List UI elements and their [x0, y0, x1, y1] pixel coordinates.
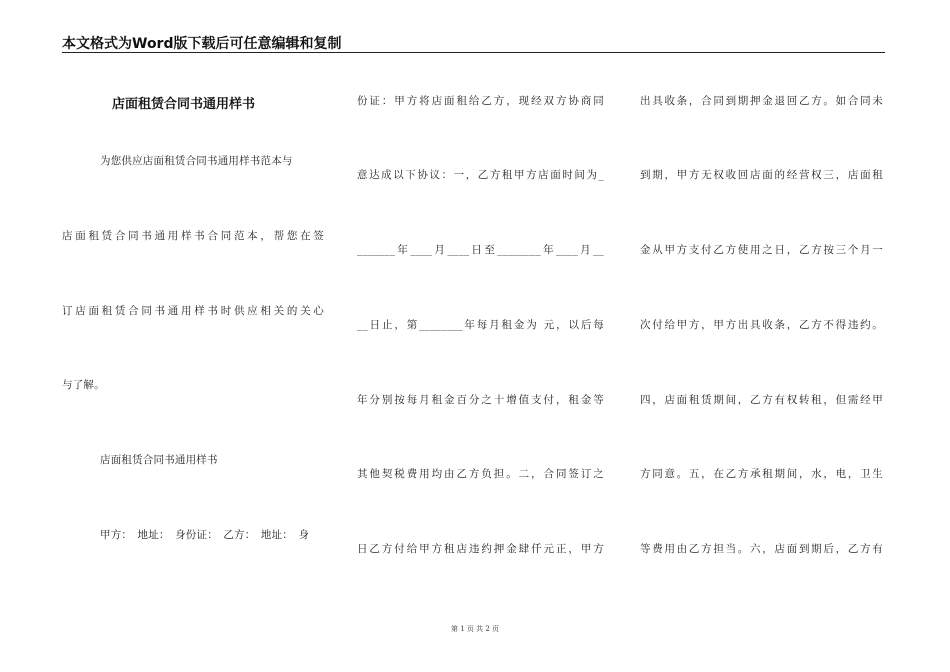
document-header: 本文格式为Word版下载后可任意编辑和复制	[62, 36, 342, 52]
document-title: 店面租赁合同书通用样书	[112, 97, 256, 112]
col2-line-3: _______年____月____日至________年____月__	[357, 244, 604, 256]
col2-line-2: 意达成以下协议：一，乙方租甲方店面时间为_	[357, 169, 604, 181]
col3-line-5: 四，店面租赁期间，乙方有权转租，但需经甲	[640, 394, 883, 406]
col2-line-6: 其他契税费用均由乙方负担。二，合同签订之	[357, 468, 604, 480]
col1-line-3: 订店面租赁合同书通用样书时供应相关的关心	[62, 305, 324, 317]
col2-line-5: 年分别按每月租金百分之十增值支付，租金等	[357, 394, 604, 406]
col1-line-2: 店面租赁合同书通用样书合同范本，帮您在签	[62, 230, 324, 242]
col1-line-1: 为您供应店面租赁合同书通用样书范本与	[100, 155, 293, 167]
col2-line-7: 日乙方付给甲方租店违约押金肆仟元正，甲方	[357, 543, 604, 555]
col3-line-2: 到期，甲方无权收回店面的经营权三，店面租	[640, 169, 883, 181]
col3-line-7: 等费用由乙方担当。六，店面到期后，乙方有	[640, 543, 883, 555]
col3-line-1: 出具收条，合同到期押金退回乙方。如合同未	[640, 95, 883, 107]
col2-line-1: 份证：甲方将店面租给乙方，现经双方协商同	[357, 95, 604, 107]
col3-line-4: 次付给甲方，甲方出具收条，乙方不得违约。	[640, 319, 883, 331]
col3-line-6: 方同意。五，在乙方承租期间，水，电，卫生	[640, 468, 883, 480]
col1-line-6: 甲方： 地址： 身份证： 乙方： 地址： 身	[100, 529, 310, 541]
page-number: 第 1 页 共 2 页	[450, 625, 500, 633]
header-divider	[62, 52, 885, 53]
col1-line-4: 与了解。	[62, 379, 105, 391]
col2-line-4: __日止，第________年每月租金为 元，以后每	[357, 319, 604, 331]
col1-subtitle: 店面租赁合同书通用样书	[100, 454, 218, 466]
col3-line-3: 金从甲方支付乙方使用之日，乙方按三个月一	[640, 244, 883, 256]
